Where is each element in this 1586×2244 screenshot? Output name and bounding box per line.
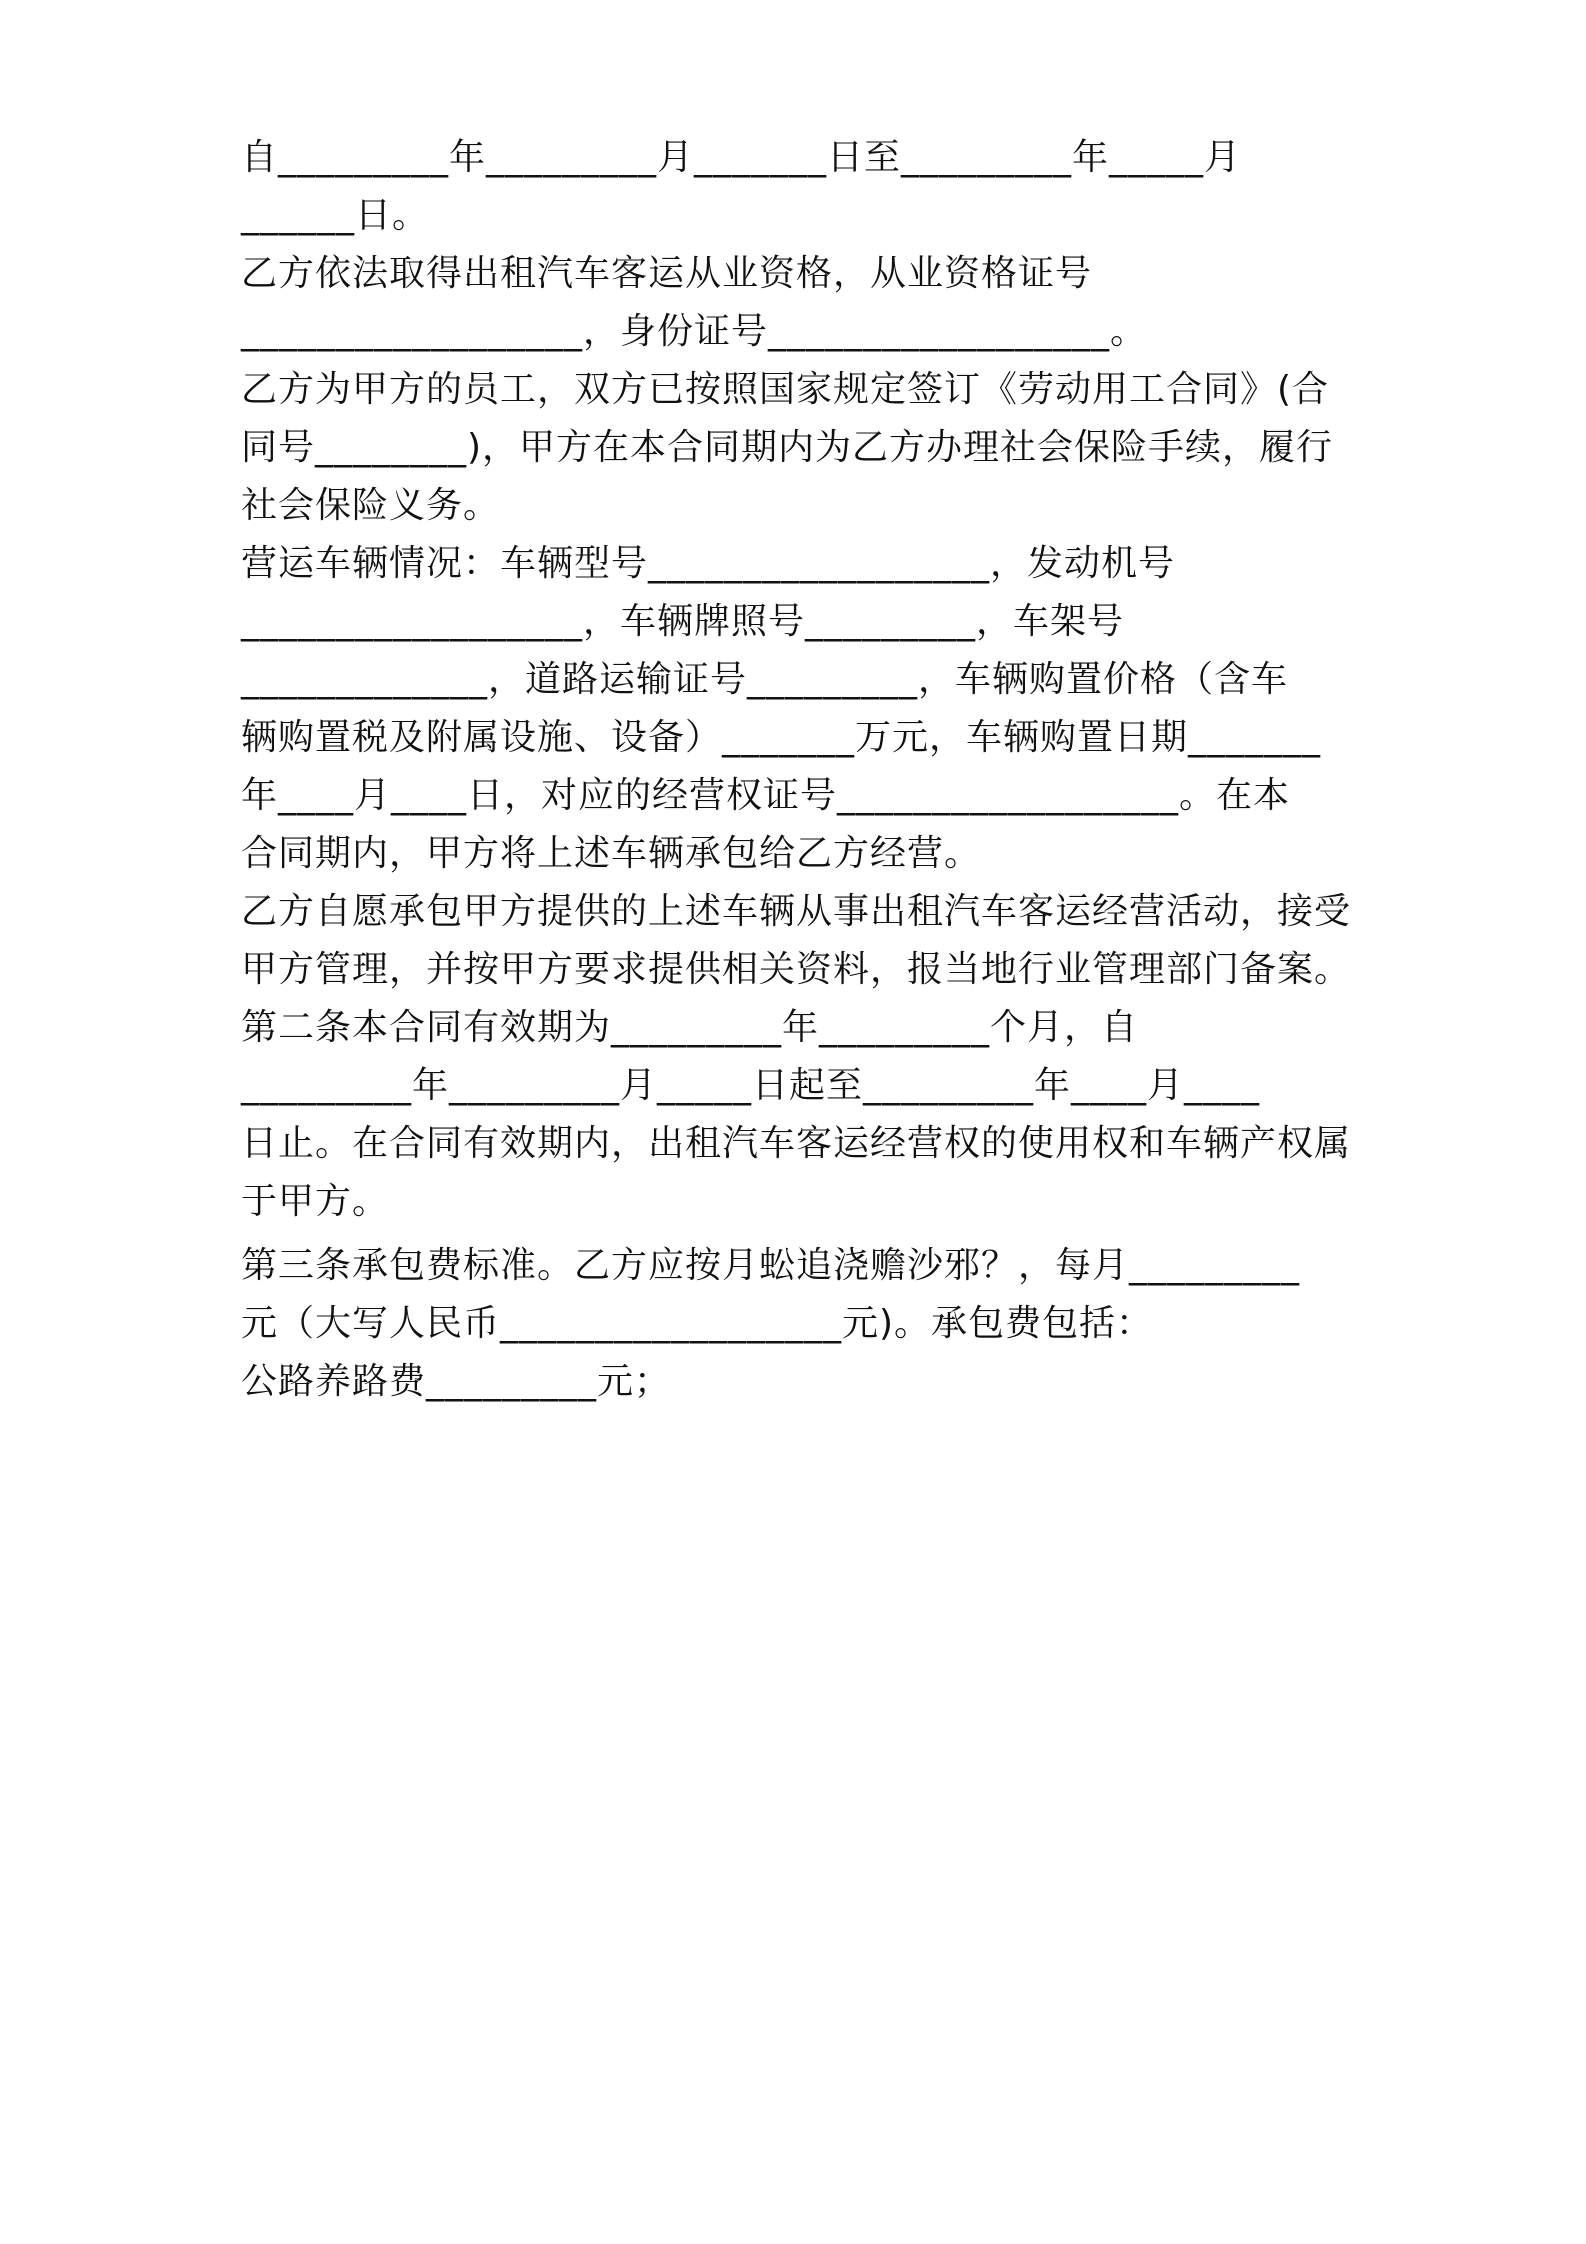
- text-line: 乙方依法取得出租汽车客运从业资格，从业资格证号: [241, 253, 1093, 294]
- text-line: 营运车辆情况：车辆型号__________________，发动机号: [241, 543, 1176, 584]
- text-line: 年____月____日，对应的经营权证号__________________。在本: [241, 775, 1291, 816]
- text-line: 第二条本合同有效期为_________年_________个月，自: [241, 1007, 1139, 1048]
- text-line: 社会保险义务。: [241, 485, 501, 526]
- text-line: 辆购置税及附属设施、设备）_______万元，车辆购置日期_______: [241, 717, 1322, 758]
- text-line: _____________，道路运输证号_________，车辆购置价格（含车: [241, 659, 1289, 700]
- text-line: 自_________年_________月_______日至_________年_____月: [241, 137, 1242, 178]
- text-line: 乙方自愿承包甲方提供的上述车辆从事出租汽车客运经营活动，接受: [241, 891, 1352, 932]
- text-line: 甲方管理，并按甲方要求提供相关资料，报当地行业管理部门备案。: [241, 949, 1352, 990]
- text-line: 合同期内，甲方将上述车辆承包给乙方经营。: [241, 833, 982, 874]
- text-line: 同号________)，甲方在本合同期内为乙方办理社会保险手续，履行: [241, 427, 1334, 468]
- text-line: 于甲方。: [241, 1181, 390, 1222]
- text-line: 日止。在合同有效期内，出租汽车客运经营权的使用权和车辆产权属: [241, 1123, 1352, 1164]
- text-line: _________年_________月_____日起至_________年____月____: [241, 1065, 1261, 1106]
- text-line: ______日。: [241, 195, 430, 236]
- text-line: __________________，身份证号__________________。: [241, 311, 1148, 352]
- text-line: 乙方为甲方的员工，双方已按照国家规定签订《劳动用工合同》(合: [241, 369, 1330, 410]
- text-line: 元（大写人民币__________________元)。承包费包括：: [241, 1303, 1154, 1344]
- text-line: 公路养路费_________元；: [241, 1361, 672, 1402]
- text-line: 第三条承包费标准。乙方应按月蚣追浇赡沙邪？，每月_________: [241, 1245, 1301, 1286]
- text-line: __________________，车辆牌照号_________，车架号: [241, 601, 1125, 642]
